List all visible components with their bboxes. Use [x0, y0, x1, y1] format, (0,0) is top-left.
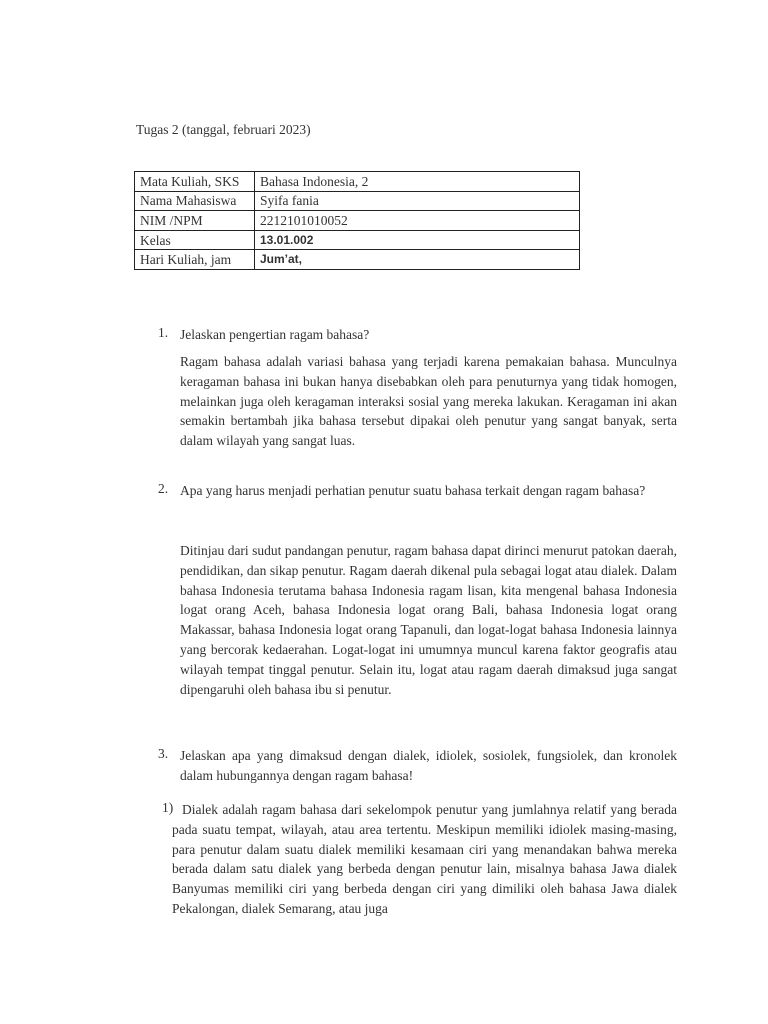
question-text: Jelaskan apa yang dimaksud dengan dialek, idiolek, sosiolek, fungsiolek, dan kronolek dalam hubungannya dengan ragam bahasa!	[180, 748, 677, 783]
info-value: Jum’at,	[255, 250, 580, 270]
question-text: Jelaskan pengertian ragam bahasa?	[180, 327, 370, 342]
table-row	[135, 230, 580, 250]
info-value: 2212101010052	[255, 211, 580, 231]
info-key: Mata Kuliah, SKS	[135, 172, 255, 192]
table-row	[135, 250, 580, 270]
answer-paragraph: Ragam bahasa adalah variasi bahasa yang terjadi karena pemakaian bahasa. Munculnya keragaman bahasa ini bukan hanya disebabkan oleh para penuturnya yang tidak homogen, melainkan juga oleh keragaman interaksi sosial yang mereka lakukan. Keragaman ini akan semakin bertambah jika bahasa tersebut dipakai oleh penutur yang sangat banyak, serta dalam wilayah yang sangat luas.	[180, 354, 677, 449]
sub-answer-paragraph: Dialek adalah ragam bahasa dari sekelompok penutur yang jumlahnya relatif yang berada pada suatu tempat, wilayah, atau area tertentu. Meskipun memiliki idiolek masing-masing, para penutur dalam suatu dialek memiliki kesamaan ciri yang menandakan bahwa mereka berada dalam satu dialek yang berbeda dengan penutur lain, misalnya bahasa Jawa dialek Banyumas memiliki ciri yang berbeda dengan ciri yang dimiliki oleh bahasa Jawa dialek Pekalongan, dialek Semarang, atau juga	[172, 802, 677, 916]
info-key: Kelas	[135, 230, 255, 250]
table-row	[135, 211, 580, 231]
assignment-title: Tugas 2 (tanggal, februari 2023)	[136, 122, 311, 137]
info-key: Hari Kuliah, jam	[135, 250, 255, 270]
info-key: NIM /NPM	[135, 211, 255, 231]
info-key: Nama Mahasiswa	[135, 191, 255, 211]
question-number: 2.	[158, 481, 169, 496]
table-row	[135, 191, 580, 211]
table-row	[135, 172, 580, 192]
question-number: 3.	[158, 746, 169, 761]
info-value: Syifa fania	[255, 191, 580, 211]
info-value: 13.01.002	[255, 230, 580, 250]
question-text: Apa yang harus menjadi perhatian penutur suatu bahasa terkait dengan ragam bahasa?	[180, 483, 646, 498]
info-value: Bahasa Indonesia, 2	[255, 172, 580, 192]
answer-paragraph: Ditinjau dari sudut pandangan penutur, ragam bahasa dapat dirinci menurut patokan daerah, pendidikan, dan sikap penutur. Ragam daerah dikenal pula sebagai logat atau dialek. Dalam bahasa Indonesia terutama bahasa Indonesia ragam lisan, kita mengenal bahasa Indonesia logat orang Aceh, bahasa Indonesia logat orang Bali, bahasa Indonesia logat orang Makassar, bahasa Indonesia logat orang Tapanuli, dan logat-logat bahasa Indonesia lainnya yang bercorak kedaerahan. Logat-logat ini umumnya muncul karena faktor geografis atau wilayah tempat tinggal penutur. Selain itu, logat atau ragam daerah dimaksud juga sangat dipengaruhi oleh bahasa ibu si penutur.	[180, 543, 677, 697]
sub-answer-number: 1)	[162, 800, 174, 815]
question-number: 1.	[158, 325, 169, 340]
student-info-table	[134, 171, 580, 270]
